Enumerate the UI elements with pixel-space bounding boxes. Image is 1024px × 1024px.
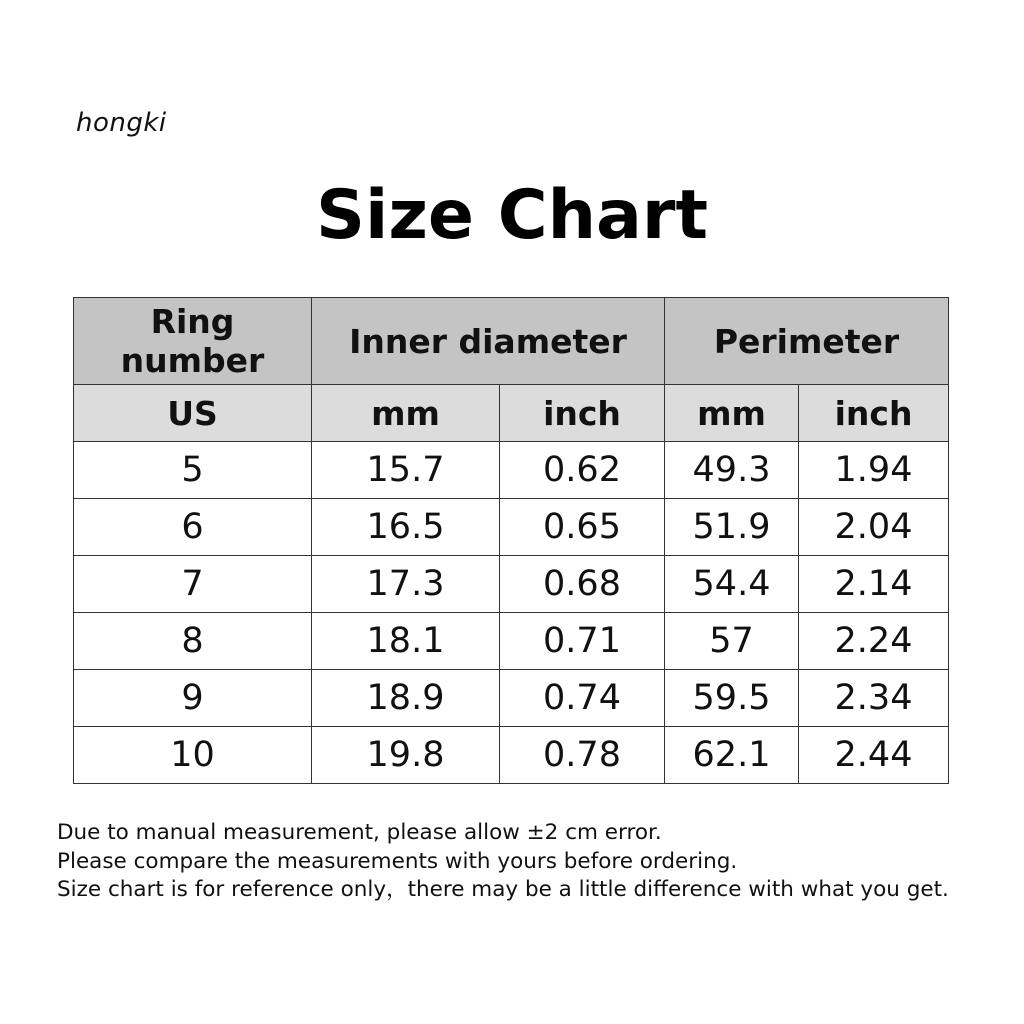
notes-block bbox=[57, 819, 949, 905]
cell-us: 6 bbox=[74, 499, 312, 556]
cell-inner-inch: 0.65 bbox=[500, 499, 665, 556]
cell-inner-mm: 19.8 bbox=[312, 727, 500, 784]
cell-inner-inch: 0.78 bbox=[500, 727, 665, 784]
table-row bbox=[74, 670, 949, 727]
header-inner-diameter: Inner diameter bbox=[312, 298, 665, 385]
note-reference-only: Size chart is for reference only，there may be a little difference with what you get. bbox=[57, 877, 949, 902]
header-ring-number: Ring number bbox=[74, 298, 312, 385]
cell-inner-inch: 0.74 bbox=[500, 670, 665, 727]
cell-us: 10 bbox=[74, 727, 312, 784]
cell-us: 5 bbox=[74, 442, 312, 499]
cell-perimeter-inch: 2.34 bbox=[799, 670, 949, 727]
subheader-perimeter-inch: inch bbox=[799, 385, 949, 442]
sub-header-row bbox=[74, 385, 949, 442]
note-compare-measurements: Please compare the measurements with yours before ordering. bbox=[57, 848, 738, 874]
cell-perimeter-inch: 2.44 bbox=[799, 727, 949, 784]
cell-perimeter-mm: 62.1 bbox=[665, 727, 799, 784]
cell-perimeter-mm: 49.3 bbox=[665, 442, 799, 499]
cell-inner-inch: 0.71 bbox=[500, 613, 665, 670]
cell-perimeter-mm: 57 bbox=[665, 613, 799, 670]
cell-inner-mm: 18.1 bbox=[312, 613, 500, 670]
subheader-us: US bbox=[74, 385, 312, 442]
subheader-perimeter-mm: mm bbox=[665, 385, 799, 442]
table-row bbox=[74, 442, 949, 499]
note-measurement-error: Due to manual measurement, please allow ±2 cm error. bbox=[57, 820, 662, 845]
cell-inner-inch: 0.62 bbox=[500, 442, 665, 499]
table-row bbox=[74, 556, 949, 613]
subheader-inner-mm: mm bbox=[312, 385, 500, 442]
table-row bbox=[74, 613, 949, 670]
cell-inner-inch: 0.68 bbox=[500, 556, 665, 613]
cell-perimeter-mm: 51.9 bbox=[665, 499, 799, 556]
header-perimeter: Perimeter bbox=[665, 298, 949, 385]
cell-perimeter-mm: 54.4 bbox=[665, 556, 799, 613]
size-table bbox=[73, 297, 949, 784]
table-row bbox=[74, 499, 949, 556]
cell-inner-mm: 17.3 bbox=[312, 556, 500, 613]
cell-perimeter-mm: 59.5 bbox=[665, 670, 799, 727]
cell-inner-mm: 16.5 bbox=[312, 499, 500, 556]
subheader-inner-inch: inch bbox=[500, 385, 665, 442]
table-row bbox=[74, 727, 949, 784]
brand-watermark: hongki bbox=[76, 108, 167, 138]
cell-us: 7 bbox=[74, 556, 312, 613]
cell-perimeter-inch: 2.14 bbox=[799, 556, 949, 613]
cell-perimeter-inch: 2.04 bbox=[799, 499, 949, 556]
page-title: Size Chart bbox=[316, 176, 708, 255]
cell-us: 8 bbox=[74, 613, 312, 670]
cell-us: 9 bbox=[74, 670, 312, 727]
cell-perimeter-inch: 1.94 bbox=[799, 442, 949, 499]
cell-inner-mm: 15.7 bbox=[312, 442, 500, 499]
group-header-row bbox=[74, 298, 949, 385]
cell-perimeter-inch: 2.24 bbox=[799, 613, 949, 670]
cell-inner-mm: 18.9 bbox=[312, 670, 500, 727]
